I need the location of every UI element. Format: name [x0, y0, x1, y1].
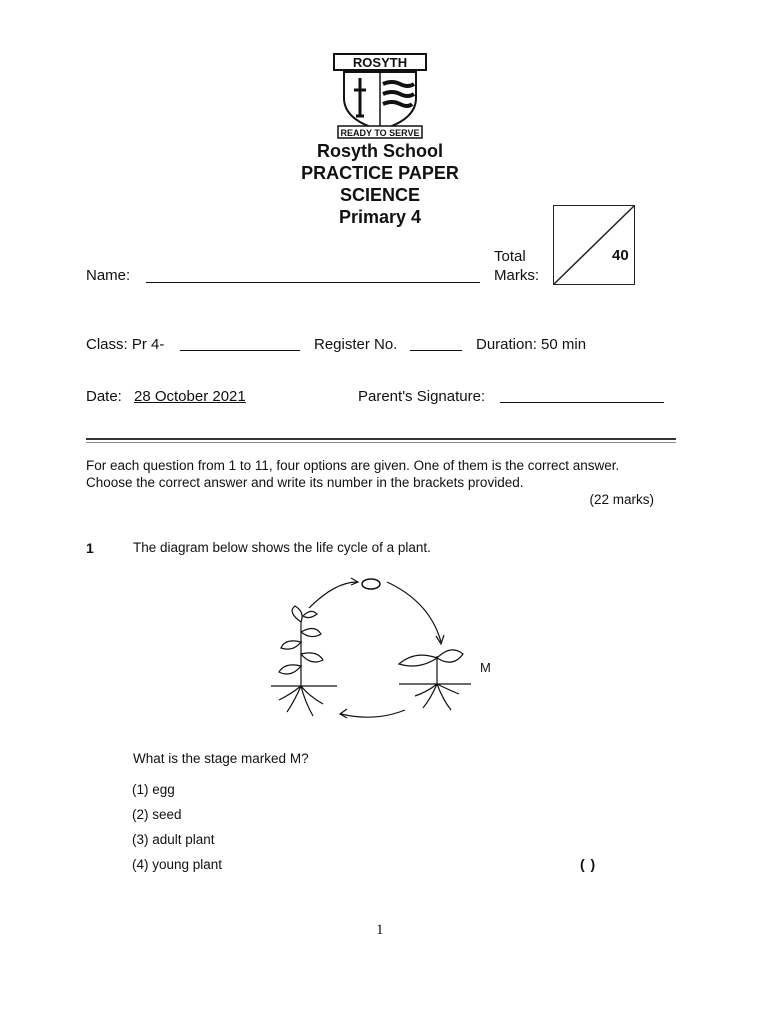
question-text: The diagram below shows the life cycle of a plant. — [133, 540, 431, 555]
arrow-to-adult-plant — [341, 710, 405, 717]
arrow-to-seed — [309, 582, 357, 608]
date-label: Date: — [86, 388, 122, 405]
option-2[interactable]: (2) seed — [132, 807, 182, 822]
signature-label: Parent's Signature: — [358, 388, 486, 405]
answer-bracket[interactable]: ( ) — [580, 856, 597, 872]
crest-motto-text: READY TO SERVE — [340, 128, 420, 138]
register-label: Register No. — [314, 336, 398, 353]
instructions-block — [86, 457, 666, 508]
school-crest-logo — [330, 50, 430, 140]
adult-plant-drawing — [271, 606, 337, 716]
subject-title: SCIENCE — [339, 185, 420, 205]
option-3[interactable]: (3) adult plant — [132, 832, 215, 847]
option-4[interactable]: (4) young plant — [132, 857, 223, 872]
header-divider — [86, 438, 676, 440]
level-title: Primary 4 — [338, 207, 422, 227]
arrow-to-young-plant — [387, 582, 441, 642]
header-divider-thin — [86, 442, 676, 443]
question-ask: What is the stage marked M? — [133, 751, 309, 766]
total-marks-box — [553, 205, 635, 285]
option-1[interactable]: (1) egg — [132, 782, 175, 797]
total-marks-value: 40 — [612, 247, 629, 264]
plant-life-cycle-diagram — [265, 572, 505, 732]
page-number: 1 — [376, 922, 384, 938]
name-label: Name: — [86, 267, 131, 284]
marks-label: Marks: — [494, 267, 539, 284]
instructions-text: For each question from 1 to 11, four options are given. One of them is the correct answer. Choose the correct answer and write its number in the brackets provided. — [86, 458, 620, 490]
date-value: 28 October 2021 — [134, 388, 246, 405]
name-field-line[interactable] — [146, 282, 480, 283]
instructions-marks: (22 marks) — [589, 492, 654, 507]
class-field-line[interactable] — [180, 350, 300, 351]
question-number: 1 — [86, 540, 94, 556]
total-label: Total — [494, 248, 526, 265]
young-plant-drawing — [399, 650, 471, 710]
diagram-label-m: M — [480, 660, 491, 675]
signature-field-line[interactable] — [500, 402, 664, 403]
school-name: Rosyth School — [316, 141, 443, 161]
class-label: Class: Pr 4- — [86, 336, 165, 353]
duration-text: Duration: 50 min — [476, 336, 587, 353]
seed-drawing — [362, 579, 380, 589]
crest-title-text: ROSYTH — [352, 55, 408, 70]
register-field-line[interactable] — [410, 350, 462, 351]
paper-title: PRACTICE PAPER — [301, 163, 459, 183]
